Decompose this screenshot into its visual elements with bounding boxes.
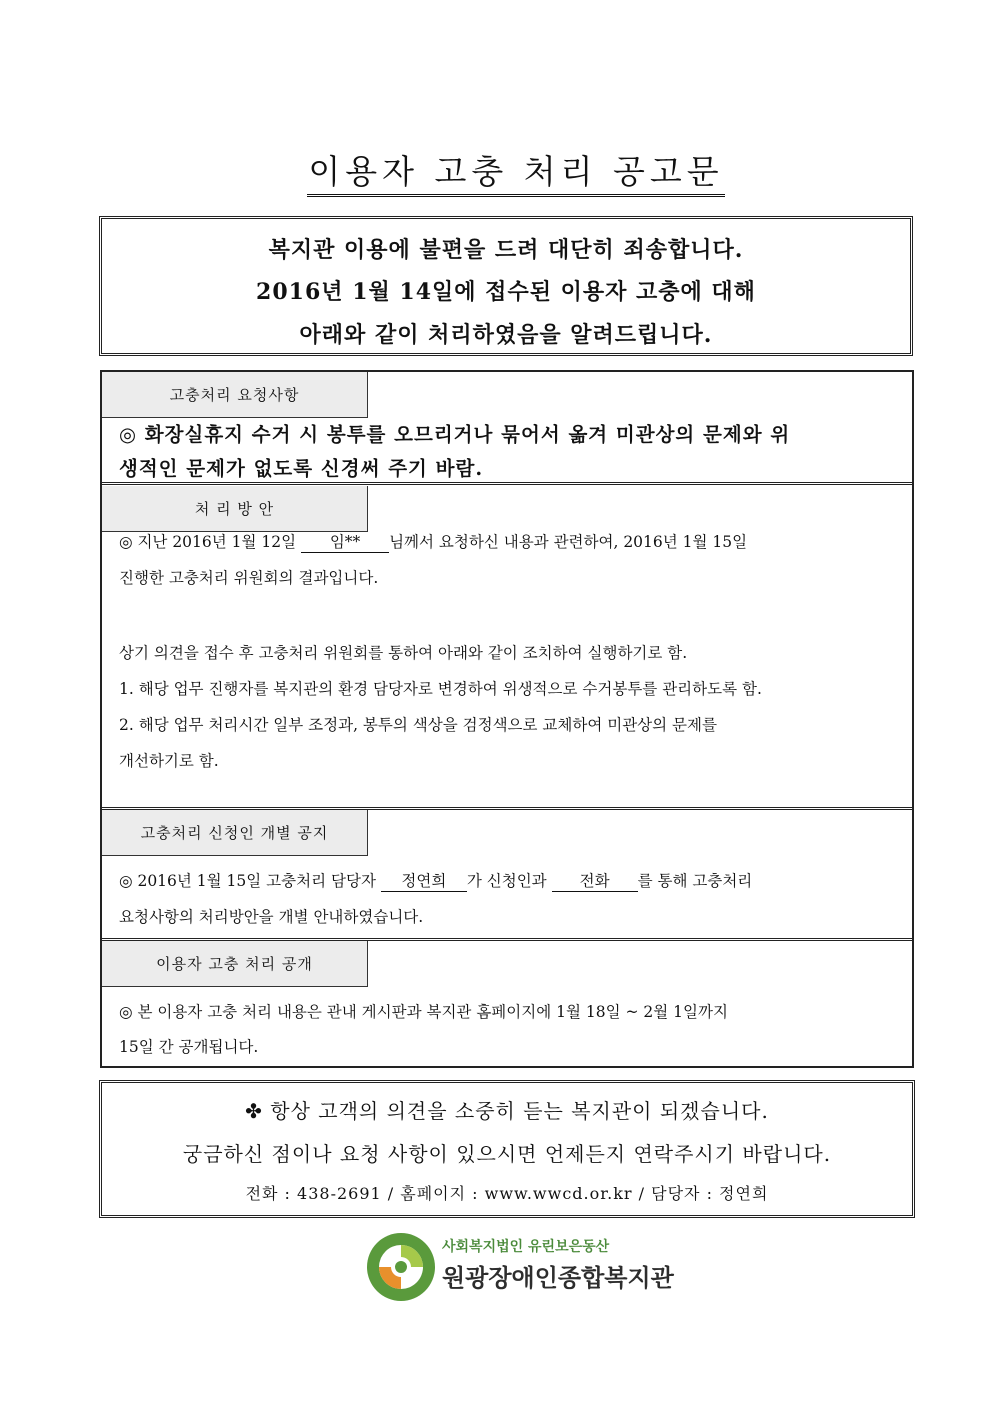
request-text-line-1: ◎ 화장실휴지 수거 시 봉투를 오므리거나 묶어서 옮겨 미관상의 문제와 위 [119,423,791,446]
staff-name: 정연희 [381,871,467,892]
publish-text-line-1: ◎ 본 이용자 고충 처리 내용은 관내 게시판과 복지관 홈페이지에 1월 18일 ~ 2월 1일까지 [119,1003,728,1021]
publish-text-line-2: 15일 간 공개됩니다. [119,1038,259,1056]
notice-text-line-2: 요청사항의 처리방안을 개별 안내하였습니다. [119,908,424,926]
plan-text-line-5: 2. 해당 업무 처리시간 일부 조정과, 봉투의 색상을 검정색으로 교체하여 미관상의 문제를 [119,716,717,734]
plan-text-line-6: 개선하기로 함. [119,752,219,770]
plan-text-line-4: 1. 해당 업무 진행자를 복지관의 환경 담당자로 변경하여 위생적으로 수거봉투를 관리하도록 함. [119,680,762,698]
publish-section-label: 이용자 고충 처리 공개 [102,941,368,987]
section-divider [102,482,912,485]
footer-contact: 전화 : 438-2691 / 홈페이지 : www.wwcd.or.kr / 담당자 : 정연희 [245,1184,769,1203]
plan-line-1-end: 님께서 요청하신 내용과 관련하여, 2016년 1월 15일 [389,533,748,551]
plan-line-1-start: ◎ 지난 2016년 1월 12일 [119,533,302,551]
complaint-detail-table [100,370,914,1068]
intro-line-3: 아래와 같이 처리하였음을 알려드립니다. [299,322,713,348]
organization-logo [365,1228,674,1308]
logo-name: 원광장애인종합복지관 [442,1264,674,1292]
notice-line-1-mid: 가 신청인과 [466,872,552,890]
notice-text-line-1 [119,864,897,899]
request-section-label: 고충처리 요청사항 [102,372,368,418]
page-title: 이용자 고충 처리 공고문 [307,150,725,197]
request-text-line-2: 생적인 문제가 없도록 신경써 주기 바람. [119,457,484,480]
intro-box [99,216,913,356]
notice-line-1-end: 를 통해 고충처리 [637,872,753,890]
requester-name: 임** [301,532,389,553]
notice-section-label: 고충처리 신청인 개별 공지 [102,810,368,856]
organization-emblem-icon [365,1231,437,1303]
intro-line-2: 2016년 1월 14일에 접수된 이용자 고충에 대해 [256,279,756,305]
contact-method: 전화 [552,871,638,892]
notice-line-1-start: ◎ 2016년 1월 15일 고충처리 담당자 [119,872,381,890]
footer-line-1: ✤ 항상 고객의 의견을 소중히 듣는 복지관이 되겠습니다. [245,1099,769,1123]
plan-text-line-3: 상기 의견을 접수 후 고충처리 위원회를 통하여 아래와 같이 조치하여 실행하기로 함. [119,644,688,662]
plan-text-line-1 [119,525,897,560]
footer-box [99,1080,915,1218]
plan-text-line-2: 진행한 고충처리 위원회의 결과입니다. [119,569,379,587]
logo-subtitle: 사회복지법인 유린보은동산 [442,1239,610,1255]
plan-section-label: 처 리 방 안 [102,486,368,532]
intro-line-1: 복지관 이용에 불편을 드려 대단히 죄송합니다. [268,237,744,263]
footer-line-2: 궁금하신 점이나 요청 사항이 있으시면 언제든지 연락주시기 바랍니다. [182,1142,832,1166]
